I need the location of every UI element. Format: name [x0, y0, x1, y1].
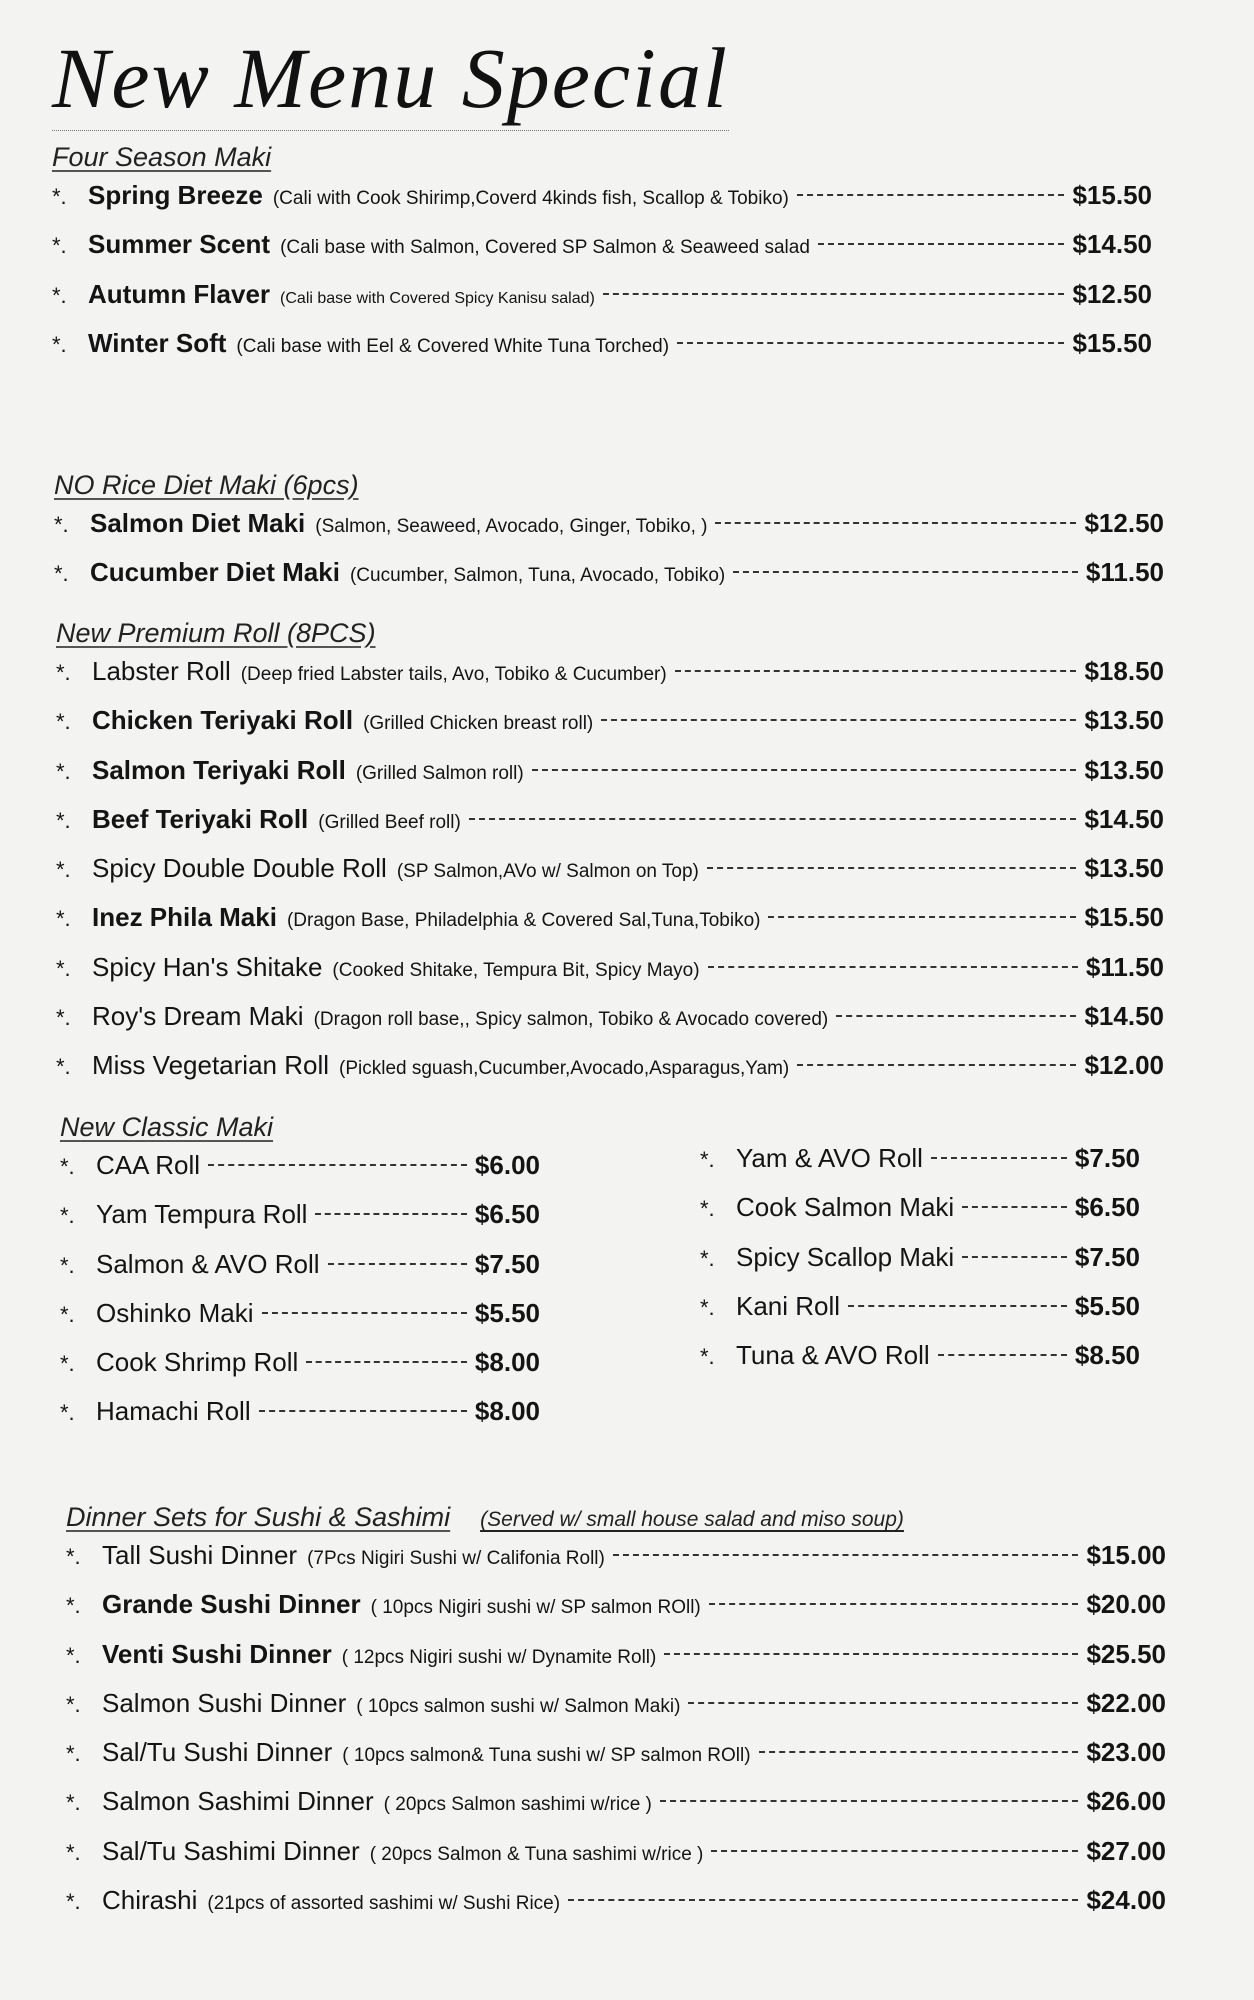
four-season-list — [52, 180, 1152, 377]
item-name: Spicy Double Double Roll — [92, 853, 387, 884]
item-desc: (Grilled Salmon roll) — [355, 762, 524, 784]
menu-item — [56, 1050, 1164, 1099]
item-price: $12.50 — [1084, 508, 1164, 538]
item-name: Autumn Flaver — [88, 278, 271, 309]
item-name: Labster Roll — [92, 656, 231, 686]
section-title-premium: New Premium Roll (8PCS) — [56, 618, 376, 648]
menu-item — [54, 508, 1164, 557]
bullet: *. — [56, 857, 71, 883]
leader-dashes — [848, 1305, 1067, 1307]
item-price: $25.50 — [1086, 1638, 1166, 1669]
item-price: $12.00 — [1084, 1050, 1164, 1081]
item-name: Beef Teriyaki Roll — [92, 803, 309, 834]
bullet: *. — [56, 1005, 71, 1031]
item-desc: (Grilled Beef roll) — [318, 811, 461, 833]
menu-item — [66, 1540, 1166, 1589]
menu-item — [56, 804, 1164, 853]
leader-dashes — [733, 571, 1078, 573]
item-desc: (Grilled Chicken breast roll) — [363, 713, 594, 735]
bullet: *. — [52, 184, 67, 209]
item-desc: (Dragon Base, Philadelphia & Covered Sal,Tuna,Tobiko) — [286, 910, 761, 932]
leader-dashes — [675, 670, 1077, 672]
item-desc: (Salmon, Seaweed, Avocado, Ginger, Tobiko, ) — [315, 516, 708, 537]
leader-dashes — [688, 1702, 1078, 1704]
item-price: $13.50 — [1084, 853, 1164, 884]
item-name: Salmon Sushi Dinner — [102, 1687, 347, 1718]
item-price: $8.00 — [474, 1396, 540, 1427]
menu-item — [66, 1589, 1166, 1638]
classic-list-right — [700, 1143, 1140, 1389]
dinner-note: (Served w/ small house salad and miso soup) — [480, 1508, 904, 1531]
bullet: *. — [700, 1147, 715, 1172]
menu-item — [52, 328, 1152, 377]
bullet: *. — [700, 1196, 715, 1222]
menu-item — [52, 180, 1152, 229]
leader-dashes — [931, 1157, 1067, 1159]
bullet: *. — [54, 512, 69, 537]
bullet: *. — [700, 1344, 715, 1370]
menu-item — [66, 1786, 1166, 1835]
item-desc: ( 10pcs Nigiri sushi w/ SP salmon ROll) — [370, 1597, 701, 1619]
item-price: $14.50 — [1084, 1001, 1164, 1032]
item-price: $7.50 — [474, 1248, 540, 1279]
item-desc: (Cooked Shitake, Tempura Bit, Spicy Mayo) — [332, 959, 700, 981]
item-price: $26.00 — [1086, 1786, 1166, 1817]
section-title-classic: New Classic Maki — [60, 1112, 274, 1142]
item-desc: (SP Salmon,AVo w/ Salmon on Top) — [396, 861, 699, 883]
section-title-no-rice: NO Rice Diet Maki (6pcs) — [54, 470, 359, 500]
item-name: Yam Tempura Roll — [96, 1199, 308, 1230]
bullet: *. — [700, 1245, 715, 1271]
menu-item — [60, 1249, 540, 1298]
menu-item — [66, 1836, 1166, 1885]
item-price: $14.50 — [1084, 803, 1164, 834]
menu-item — [700, 1143, 1140, 1192]
bullet: *. — [66, 1593, 81, 1619]
item-price: $13.50 — [1084, 754, 1164, 785]
item-price: $11.50 — [1085, 951, 1164, 982]
item-price: $7.50 — [1074, 1241, 1140, 1272]
section-title-dinner — [66, 1502, 904, 1533]
leader-dashes — [708, 966, 1078, 968]
leader-dashes — [818, 243, 1065, 245]
bullet: *. — [700, 1294, 715, 1320]
leader-dashes — [711, 1850, 1078, 1852]
item-desc: ( 12pcs Nigiri sushi w/ Dynamite Roll) — [341, 1646, 657, 1668]
bullet: *. — [60, 1154, 75, 1179]
leader-dashes — [469, 818, 1077, 820]
menu-item — [56, 853, 1164, 902]
menu-item — [56, 705, 1164, 754]
leader-dashes — [613, 1554, 1079, 1556]
item-price: $6.50 — [474, 1199, 540, 1230]
leader-dashes — [660, 1800, 1079, 1802]
bullet: *. — [60, 1400, 75, 1426]
item-desc: (Cali base with Eel & Covered White Tuna Torched) — [236, 335, 670, 357]
item-name: Grande Sushi Dinner — [102, 1589, 361, 1620]
item-desc: (Cali with Cook Shirimp,Coverd 4kinds fish, Scallop & Tobiko) — [272, 188, 789, 209]
item-name: Cucumber Diet Maki — [90, 557, 340, 588]
leader-dashes — [328, 1263, 467, 1265]
item-price: $8.00 — [474, 1347, 540, 1378]
menu-item — [700, 1192, 1140, 1241]
item-name: Oshinko Maki — [96, 1297, 254, 1328]
leader-dashes — [568, 1899, 1078, 1901]
bullet: *. — [52, 331, 67, 357]
leader-dashes — [759, 1751, 1079, 1753]
menu-item — [66, 1885, 1166, 1934]
item-desc: (Cali base with Salmon, Covered SP Salmon & Seaweed salad — [280, 237, 810, 259]
menu-item — [66, 1737, 1166, 1786]
bullet: *. — [66, 1544, 81, 1569]
item-price: $7.50 — [1074, 1143, 1140, 1173]
dinner-title-text: Dinner Sets for Sushi & Sashimi — [66, 1502, 451, 1532]
item-name: Cook Salmon Maki — [736, 1192, 955, 1223]
menu-item — [52, 279, 1152, 328]
bullet: *. — [56, 660, 71, 685]
leader-dashes — [962, 1206, 1067, 1208]
item-price: $15.50 — [1072, 180, 1152, 210]
item-desc: (Dragon roll base,, Spicy salmon, Tobiko & Avocado covered) — [313, 1009, 829, 1031]
item-name: CAA Roll — [96, 1150, 201, 1180]
leader-dashes — [601, 719, 1076, 721]
leader-dashes — [938, 1354, 1067, 1356]
item-price: $14.50 — [1072, 229, 1152, 260]
item-price: $20.00 — [1086, 1589, 1166, 1620]
leader-dashes — [664, 1653, 1078, 1655]
item-name: Tuna & AVO Roll — [736, 1340, 930, 1371]
item-name: Chicken Teriyaki Roll — [92, 705, 354, 736]
item-name: Sal/Tu Sashimi Dinner — [102, 1835, 360, 1866]
item-price: $27.00 — [1086, 1835, 1166, 1866]
bullet: *. — [66, 1741, 81, 1767]
item-desc: (7Pcs Nigiri Sushi w/ Califonia Roll) — [307, 1548, 605, 1569]
bullet: *. — [56, 709, 71, 735]
menu-item — [60, 1298, 540, 1347]
bullet: *. — [56, 906, 71, 932]
menu-item — [60, 1347, 540, 1396]
leader-dashes — [797, 1064, 1076, 1066]
leader-dashes — [707, 867, 1077, 869]
item-price: $13.50 — [1084, 705, 1164, 736]
leader-dashes — [709, 1603, 1079, 1605]
leader-dashes — [603, 293, 1065, 295]
leader-dashes — [306, 1361, 467, 1363]
leader-dashes — [315, 1213, 466, 1215]
menu-item — [54, 557, 1164, 606]
item-name: Inez Phila Maki — [92, 902, 277, 933]
menu-item — [60, 1199, 540, 1248]
item-price: $15.00 — [1086, 1540, 1166, 1570]
bullet: *. — [56, 955, 71, 981]
bullet: *. — [56, 758, 71, 784]
item-name: Chirashi — [102, 1885, 198, 1916]
item-price: $6.50 — [1074, 1192, 1140, 1223]
leader-dashes — [715, 522, 1076, 524]
leader-dashes — [259, 1410, 467, 1412]
item-name: Salmon Sashimi Dinner — [102, 1786, 374, 1817]
menu-item — [60, 1396, 540, 1445]
leader-dashes — [836, 1015, 1076, 1017]
menu-item — [700, 1242, 1140, 1291]
item-price: $5.50 — [474, 1297, 540, 1328]
item-name: Spring Breeze — [88, 180, 263, 210]
item-name: Spicy Scallop Maki — [736, 1241, 955, 1272]
menu-item — [52, 229, 1152, 278]
leader-dashes — [768, 916, 1076, 918]
item-name: Winter Soft — [88, 327, 227, 358]
item-price: $11.50 — [1085, 557, 1164, 588]
bullet: *. — [56, 807, 71, 833]
leader-dashes — [797, 194, 1065, 196]
menu-title: New Menu Special — [52, 28, 729, 131]
item-name: Salmon Diet Maki — [90, 508, 306, 538]
leader-dashes — [962, 1256, 1067, 1258]
bullet: *. — [66, 1889, 81, 1915]
item-name: Kani Roll — [736, 1290, 841, 1321]
section-title-four-season: Four Season Maki — [52, 142, 272, 172]
item-desc: ( 10pcs salmon sushi w/ Salmon Maki) — [356, 1695, 681, 1717]
menu-item — [700, 1291, 1140, 1340]
menu-item — [700, 1340, 1140, 1389]
item-desc: ( 20pcs Salmon & Tuna sashimi w/rice ) — [369, 1843, 704, 1865]
bullet: *. — [56, 1054, 71, 1080]
item-price: $18.50 — [1084, 656, 1164, 686]
menu-item — [56, 755, 1164, 804]
premium-list — [56, 656, 1164, 1100]
no-rice-list — [54, 508, 1164, 607]
item-desc: (Cali base with Covered Spicy Kanisu salad) — [280, 289, 595, 307]
item-price: $15.50 — [1084, 902, 1164, 933]
item-desc: ( 10pcs salmon& Tuna sushi w/ SP salmon ROll) — [342, 1745, 751, 1767]
item-desc: (Deep fried Labster tails, Avo, Tobiko & Cucumber) — [240, 664, 667, 685]
leader-dashes — [208, 1164, 467, 1166]
bullet: *. — [60, 1351, 75, 1377]
item-name: Venti Sushi Dinner — [102, 1638, 332, 1669]
item-name: Tall Sushi Dinner — [102, 1540, 298, 1570]
bullet: *. — [66, 1839, 81, 1865]
bullet: *. — [60, 1203, 75, 1229]
item-price: $23.00 — [1086, 1737, 1166, 1768]
item-price: $6.00 — [474, 1150, 540, 1180]
item-price: $12.50 — [1072, 278, 1152, 309]
item-name: Spicy Han's Shitake — [92, 951, 323, 982]
item-desc: (21pcs of assorted sashimi w/ Sushi Rice) — [207, 1893, 561, 1915]
item-name: Cook Shrimp Roll — [96, 1347, 299, 1378]
item-price: $22.00 — [1086, 1687, 1166, 1718]
item-name: Roy's Dream Maki — [92, 1001, 304, 1032]
menu-item — [66, 1639, 1166, 1688]
item-name: Summer Scent — [88, 229, 271, 260]
bullet: *. — [52, 282, 67, 308]
menu-item — [56, 902, 1164, 951]
item-desc: (Cucumber, Salmon, Tuna, Avocado, Tobiko) — [349, 565, 726, 587]
menu-item — [60, 1150, 540, 1199]
item-name: Yam & AVO Roll — [736, 1143, 923, 1173]
menu-item — [56, 952, 1164, 1001]
item-price: $15.50 — [1072, 327, 1152, 358]
bullet: *. — [66, 1642, 81, 1668]
leader-dashes — [532, 769, 1077, 771]
bullet: *. — [66, 1691, 81, 1717]
bullet: *. — [60, 1301, 75, 1327]
menu-item — [66, 1688, 1166, 1737]
item-name: Salmon & AVO Roll — [96, 1248, 320, 1279]
item-price: $24.00 — [1086, 1885, 1166, 1916]
item-price: $8.50 — [1074, 1340, 1140, 1371]
bullet: *. — [66, 1790, 81, 1816]
menu-item — [56, 656, 1164, 705]
item-desc: (Pickled sguash,Cucumber,Avocado,Asparagus,Yam) — [339, 1058, 790, 1080]
item-name: Hamachi Roll — [96, 1396, 251, 1427]
classic-list-left — [60, 1150, 540, 1446]
item-name: Sal/Tu Sushi Dinner — [102, 1737, 333, 1768]
bullet: *. — [60, 1252, 75, 1278]
dinner-list — [66, 1540, 1166, 1934]
bullet: *. — [52, 233, 67, 259]
item-name: Miss Vegetarian Roll — [92, 1050, 329, 1081]
leader-dashes — [677, 342, 1064, 344]
item-desc: ( 20pcs Salmon sashimi w/rice ) — [383, 1794, 652, 1816]
item-name: Salmon Teriyaki Roll — [92, 754, 346, 785]
bullet: *. — [54, 561, 69, 587]
item-price: $5.50 — [1074, 1290, 1140, 1321]
menu-item — [56, 1001, 1164, 1050]
leader-dashes — [262, 1312, 467, 1314]
